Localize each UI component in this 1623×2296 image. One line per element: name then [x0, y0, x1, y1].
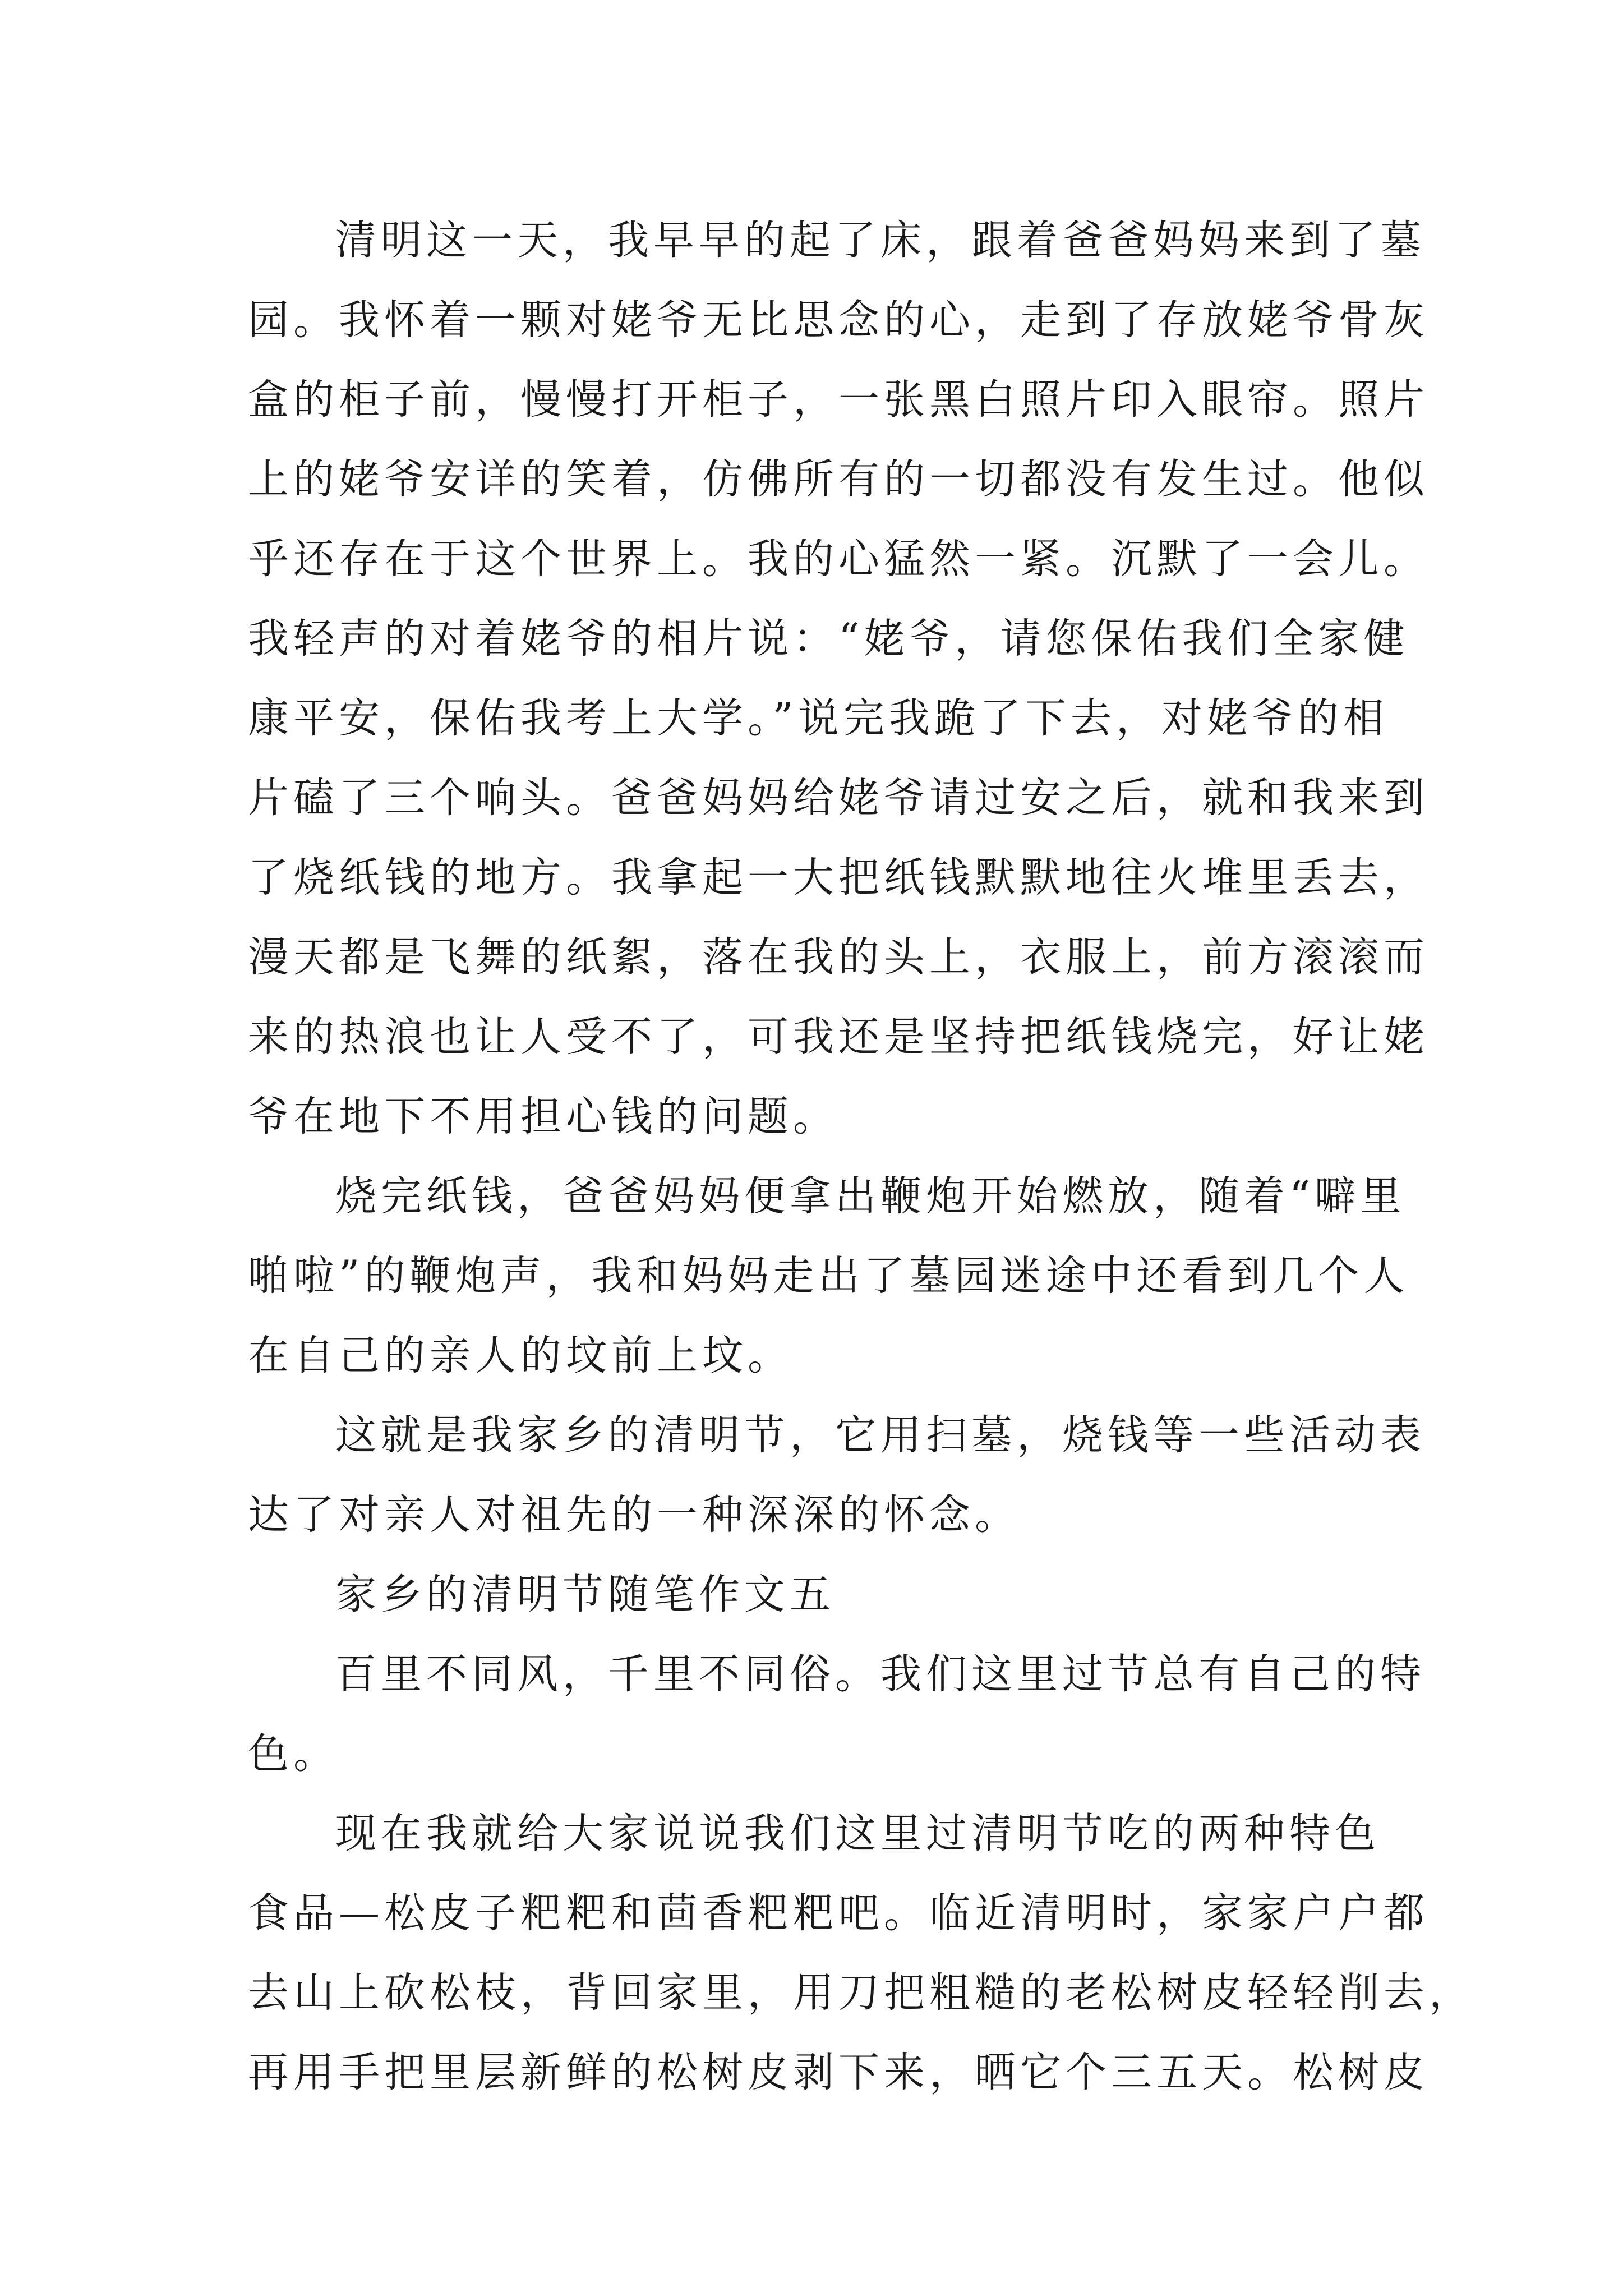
text-line: 上的姥爷安详的笑着，仿佛所有的一切都没有发生过。他似 — [248, 455, 1429, 503]
text-line: 达了对亲人对祖先的一种深深的怀念。 — [248, 1491, 1020, 1539]
text-line: 百里不同风，千里不同俗。我们这里过节总有自己的特 — [335, 1650, 1426, 1698]
text-line: 片磕了三个响头。爸爸妈妈给姥爷请过安之后，就和我来到 — [248, 774, 1429, 822]
text-line: 园。我怀着一颗对姥爷无比思念的心，走到了存放姥爷骨灰 — [248, 296, 1429, 344]
text-line: 色。 — [248, 1730, 339, 1778]
section-heading: 家乡的清明节随笔作文五 — [335, 1571, 835, 1618]
text-line: 清明这一天，我早早的起了床，跟着爸爸妈妈来到了墓 — [335, 217, 1426, 264]
text-line: 我轻声的对着姥爷的相片说：“姥爷，请您保佑我们全家健 — [248, 615, 1409, 662]
text-line: 了烧纸钱的地方。我拿起一大把纸钱默默地往火堆里丢去， — [248, 854, 1429, 901]
text-line: 来的热浪也让人受不了，可我还是坚持把纸钱烧完，好让姥 — [248, 1013, 1429, 1061]
text-line: 爷在地下不用担心钱的问题。 — [248, 1093, 838, 1140]
text-line: 康平安，保佑我考上大学。”说完我跪了下去，对姥爷的相 — [248, 694, 1389, 742]
text-line: 这就是我家乡的清明节，它用扫墓，烧钱等一些活动表 — [335, 1411, 1426, 1459]
text-line: 乎还存在于这个世界上。我的心猛然一紧。沉默了一会儿。 — [248, 535, 1429, 583]
text-line: 啪啦”的鞭炮声，我和妈妈走出了墓园迷途中还看到几个人 — [248, 1252, 1409, 1300]
text-line: 盒的柜子前，慢慢打开柜子，一张黑白照片印入眼帘。照片 — [248, 376, 1429, 424]
text-line: 再用手把里层新鲜的松树皮剥下来，晒它个三五天。松树皮 — [248, 2049, 1429, 2096]
text-line: 烧完纸钱，爸爸妈妈便拿出鞭炮开始燃放，随着“噼里 — [335, 1172, 1406, 1220]
text-line: 去山上砍松枝，背回家里，用刀把粗糙的老松树皮轻轻削去， — [248, 1969, 1474, 2017]
text-line: 在自己的亲人的坟前上坟。 — [248, 1332, 793, 1379]
text-line: 食品—松皮子粑粑和茴香粑粑吧。临近清明时，家家户户都 — [248, 1889, 1429, 1937]
body-text — [248, 201, 1474, 2113]
text-line: 漫天都是飞舞的纸絮，落在我的头上，衣服上，前方滚滚而 — [248, 933, 1429, 981]
text-line: 现在我就给大家说说我们这里过清明节吃的两种特色 — [335, 1810, 1380, 1857]
